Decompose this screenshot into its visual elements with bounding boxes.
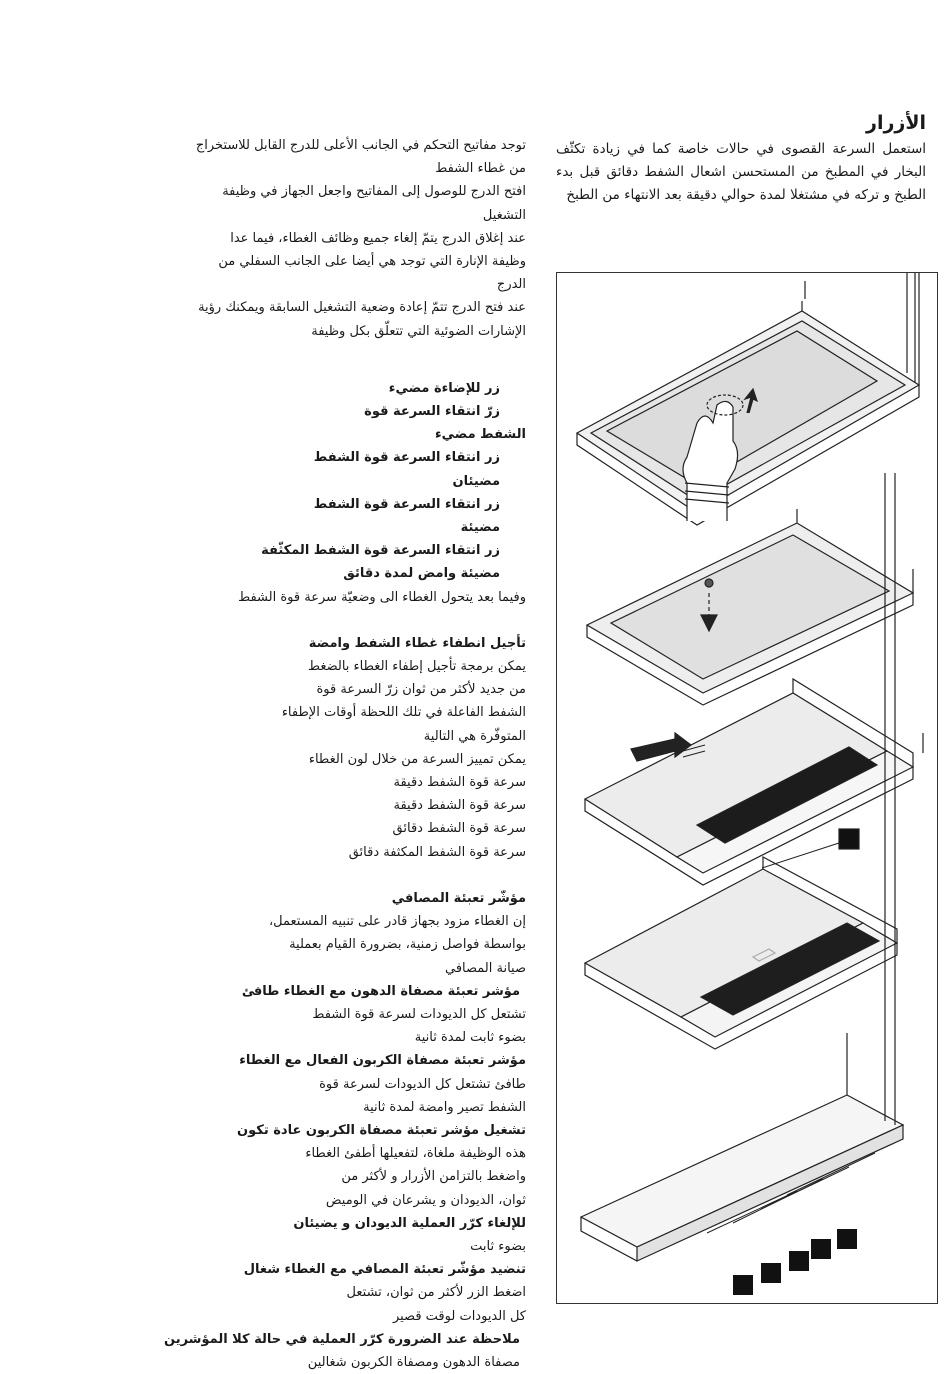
text-line: بواسطة فواصل زمنية، بضرورة القيام بعملية <box>289 937 526 953</box>
buttons-section <box>556 112 926 207</box>
callout-marker <box>761 1263 781 1283</box>
text-line: اضغط الزر لأكثر من ثوان، تشتعل <box>346 1285 526 1301</box>
speed2-button-desc: مضيئان <box>452 473 500 489</box>
text-line: بضوء ثابت <box>470 1238 526 1254</box>
hood-illustration <box>557 273 939 1305</box>
text-line: إن الغطاء مزود بجهاز قادر على تنبيه المستعمل، <box>268 914 526 930</box>
note: ملاحظة عند الضرورة كرّر العملية في حالة كلا المؤشرين <box>164 1331 520 1347</box>
cancel-indicator: للإلغاء كرّر العملية الديودان و يضيئان <box>293 1215 526 1231</box>
text-line: المتوفّرة هي التالية <box>423 728 526 744</box>
controls-text <box>150 134 526 1374</box>
illustration-frame <box>556 272 938 1304</box>
text-line: من غطاء الشفط <box>435 161 526 177</box>
filter-title: مؤشّر تعبئة المصافي <box>391 890 526 906</box>
text-line: يمكن برمجة تأجيل إطفاء الغطاء بالضغط <box>308 659 526 675</box>
text-line: وظيفة الإنارة التي توجد هي أيضا على الجانب السفلي من <box>218 254 526 270</box>
delay-option: سرعة قوة الشفط دقيقة <box>393 775 526 791</box>
text-line: عند إغلاق الدرج يتمّ إلغاء جميع وظائف الغطاء، فيما عدا <box>230 230 526 246</box>
speed1-button-desc: زرّ انتقاء السرعة قوة <box>364 404 500 420</box>
callout-marker <box>733 1275 753 1295</box>
intense-button-desc: زر انتقاء السرعة قوة الشفط المكثّفة <box>261 543 500 559</box>
hood-panel-push <box>577 273 919 525</box>
intense-button-desc: وفيما بعد يتحول الغطاء الى وضعيّة سرعة قوة الشفط <box>238 589 526 605</box>
text-line: صيانة المصافي <box>444 960 526 976</box>
text-line: واضغط بالتزامن الأزرار و لأكثر من <box>341 1169 526 1185</box>
speed1-button-desc: الشفط مضيء <box>434 427 526 443</box>
section-title: الأزرار <box>866 112 926 134</box>
text-line: الإشارات الضوئية التي تتعلّق بكل وظيفة <box>311 323 526 339</box>
light-button-desc: زر للإضاءة مضيء <box>388 380 500 396</box>
speed3-button-desc: مضيئة <box>460 520 500 536</box>
callout-marker <box>839 829 859 849</box>
text-line: ثوان، الديودان و يشرعان في الوميض <box>325 1192 526 1208</box>
text-line: الشفط الفاعلة في تلك اللحظة أوقات الإطفاء <box>281 705 526 721</box>
hood-panel-drawer <box>585 679 923 885</box>
section-intro: استعمل السرعة القصوى في حالات خاصة كما في زيادة تكثّف البخار في المطبخ من المستحسن اشعال الشفط دقائق قبل بدء الطبخ و تركه في مشتغلا لمدة حوالي دقيقة بعد الانتهاء من الطبخ <box>556 141 926 203</box>
delay-option: سرعة قوة الشفط دقيقة <box>393 798 526 814</box>
text-line: يمكن تمييز السرعة من خلال لون الغطاء <box>308 751 526 767</box>
text-line: الشفط تصير وامضة لمدة ثانية <box>363 1099 526 1115</box>
text-line: تشتعل كل الديودات لسرعة قوة الشفط <box>312 1006 526 1022</box>
text-line: الدرج <box>496 277 526 293</box>
carbon-indicator: مؤشر تعبئة مصفاة الكربون الفعال مع الغطاء <box>239 1053 526 1069</box>
delay-title: تأجيل انطفاء غطاء الشفط وامضة <box>308 635 526 651</box>
callout-marker <box>811 1239 831 1259</box>
callout-marker <box>789 1251 809 1271</box>
intense-button-desc: مضيئة وامض لمدة دقائق <box>343 566 500 582</box>
text-line: عند فتح الدرج تتمّ إعادة وضعية التشغيل السابقة ويمكنك رؤية <box>198 300 526 316</box>
activate-indicator: تشغيل مؤشر تعبئة مصفاة الكربون عادة تكون <box>237 1122 526 1138</box>
speed2-button-desc: زر انتقاء السرعة قوة الشفط <box>313 450 500 466</box>
text-line: توجد مفاتيح التحكم في الجانب الأعلى للدرج القابل للاستخراج <box>195 138 526 153</box>
reset-indicator: تنضيد مؤشّر تعبئة المصافي مع الغطاء شغال <box>243 1262 526 1278</box>
text-line: بضوء ثابت لمدة ثانية <box>414 1030 526 1046</box>
delay-option: سرعة قوة الشفط دقائق <box>392 821 526 837</box>
callout-marker <box>837 1229 857 1249</box>
delay-option: سرعة قوة الشفط المكثفة دقائق <box>348 844 526 860</box>
text-line: مصفاة الدهون ومصفاة الكربون شغالين <box>307 1354 520 1370</box>
text-line: افتح الدرج للوصول إلى المفاتيح واجعل الجهاز في وظيفة <box>222 184 526 200</box>
text-line: كل الديودات لوقت قصير <box>392 1308 526 1324</box>
grease-indicator: مؤشر تعبئة مصفاة الدهون مع الغطاء طافئ <box>241 983 520 999</box>
hood-panel-filters <box>585 857 897 1049</box>
text-line: التشغيل <box>482 207 526 223</box>
text-line: من جديد لأكثر من ثوان زرّ السرعة قوة <box>316 682 526 698</box>
hood-panel-slide <box>587 509 913 705</box>
text-line: هذه الوظيفة ملغاة، لتفعيلها أطفئ الغطاء <box>305 1146 526 1162</box>
text-line: طافئ تشتعل كل الديودات لسرعة قوة <box>319 1076 526 1092</box>
speed3-button-desc: زر انتقاء السرعة قوة الشفط <box>313 496 500 512</box>
